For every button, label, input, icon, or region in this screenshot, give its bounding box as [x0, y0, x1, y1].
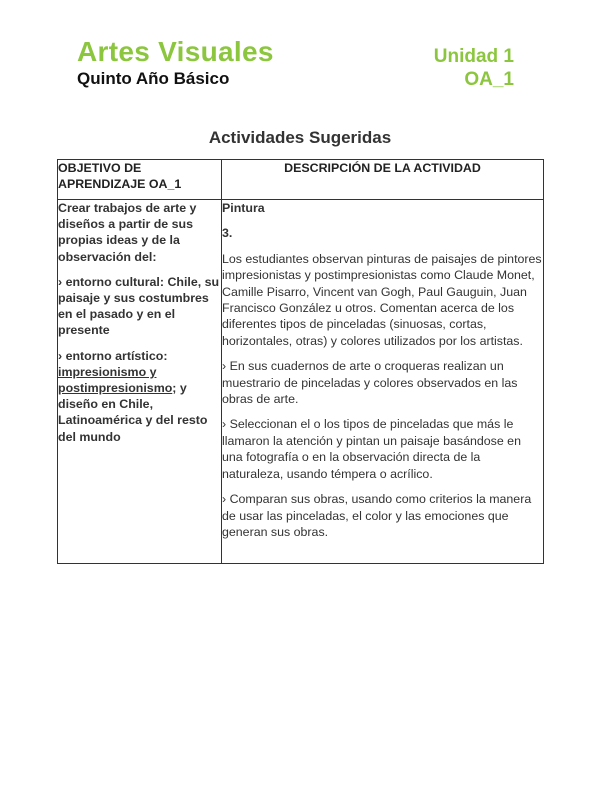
table-header-row	[58, 160, 544, 200]
activity-paragraph: Los estudiantes observan pinturas de paisajes de pintores impresionistas y postimpresionistas como Claude Monet, Camille Pisarro, Vincent van Gogh, Paul Gauguin, Juan Francisco González u otros. Comentan acerca de los diferentes tipos de pinceladas (sinuosas, cortas, horizontales, otras) y colores utilizados por los artistas.	[222, 251, 542, 348]
activity-cell	[222, 200, 544, 564]
activity-number: 3.	[222, 226, 233, 241]
activity-category: Pintura	[222, 201, 265, 215]
description-column-header: DESCRIPCIÓN DE LA ACTIVIDAD	[222, 160, 544, 200]
activity-paragraph: › Comparan sus obras, usando como criterios la manera de usar las pinceladas, el color y las emociones que generan sus obras.	[222, 492, 532, 539]
grade-subtitle: Quinto Año Básico	[77, 69, 230, 88]
activity-paragraph: › En sus cuadernos de arte o croqueras realizan un muestrario de pinceladas y colores observados en las obras de arte.	[222, 359, 518, 407]
objective-item-artistic	[58, 348, 221, 445]
objective-item-artistic-prefix: › entorno artístico:	[58, 348, 168, 363]
objective-item-cultural: › entorno cultural: Chile, su paisaje y sus costumbres en el pasado y en el presente	[58, 274, 220, 338]
objective-item-artistic-suffix: ; y diseño en Chile, Latinoamérica y del resto del mundo	[58, 381, 208, 444]
activities-table	[57, 159, 544, 564]
table-row	[58, 200, 544, 564]
section-title: Actividades Sugeridas	[208, 128, 392, 147]
objective-cell	[58, 200, 222, 564]
objective-code: OA_1	[464, 69, 514, 90]
unit-label: Unidad 1	[433, 46, 514, 67]
objective-intro: Crear trabajos de arte y diseños a partir de sus propias ideas y de la observación del:	[58, 201, 197, 264]
objective-column-header: OBJETIVO DE APRENDIZAJE OA_1	[58, 160, 222, 200]
subject-title: Artes Visuales	[77, 36, 274, 67]
objective-item-artistic-underlined: impresionismo y postimpresionismo	[58, 364, 173, 396]
activity-paragraph: › Seleccionan el o los tipos de pinceladas que más le llamaron la atención y pintan un paisaje basándose en una fotografía o en la observación directa de la naturaleza, usando témpera o acrílico.	[222, 417, 521, 481]
